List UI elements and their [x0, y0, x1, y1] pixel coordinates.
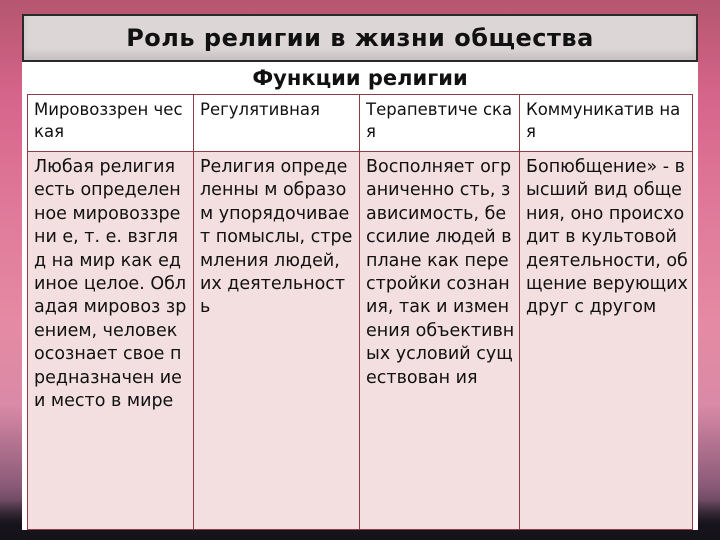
header-cell-therapeutic: Терапевтиче ская	[360, 95, 520, 152]
header-cell-worldview: Мировоззрен ческая	[28, 95, 194, 152]
table-body-row	[28, 152, 693, 530]
body-cell-worldview: Любая религия есть определенное мировоззрени е, т. е. взгляд на мир как единое целое. Обладая мировоз зрением, человек осознает свое предназначен ие и место в мире	[28, 152, 194, 530]
functions-table	[27, 94, 693, 530]
slide-panel	[22, 14, 698, 530]
body-cell-regulatory: Религия определенны м образом упорядочивае т помыслы, стремления людей, их деятельность	[194, 152, 360, 530]
title-bar	[22, 14, 698, 62]
slide-title: Роль религии в жизни общества	[126, 24, 594, 52]
body-cell-therapeutic: Восполняет ограниченно сть, зависимость, бессилие людей в плане как перестройки сознания, так и изменения объективных условий существован ия	[360, 152, 520, 530]
header-cell-communicative: Коммуникатив ная	[520, 95, 693, 152]
body-cell-communicative: Бопюбщение» - высший вид общения, оно происходит в культовой деятельности, общение верующих друг с другом	[520, 152, 693, 530]
slide-subtitle: Функции религии	[252, 66, 468, 90]
header-cell-regulatory: Регулятивная	[194, 95, 360, 152]
table-header-row	[28, 95, 693, 152]
